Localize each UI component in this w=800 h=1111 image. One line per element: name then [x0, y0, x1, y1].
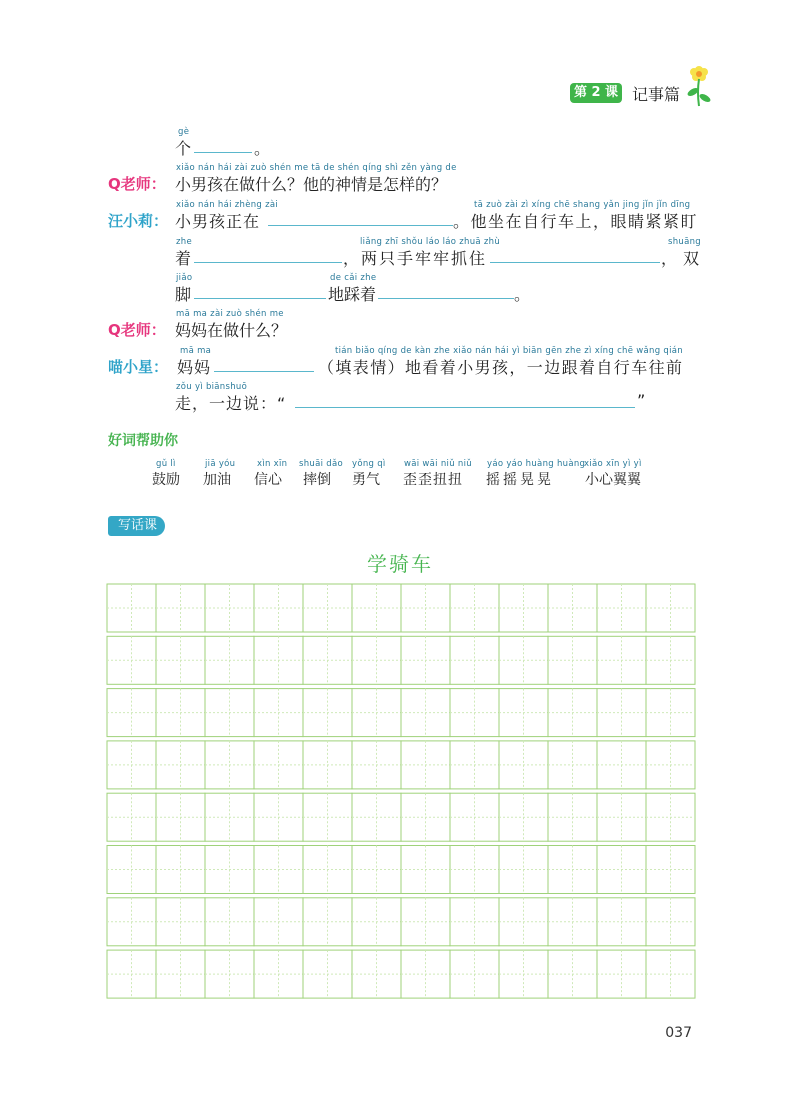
grid-cell[interactable]: [107, 950, 156, 998]
grid-cell[interactable]: [303, 950, 352, 998]
grid-cell[interactable]: [107, 584, 156, 632]
answer-text: ，双: [661, 249, 706, 268]
grid-cell[interactable]: [156, 741, 205, 789]
vocab-word: 摔倒: [303, 472, 331, 488]
grid-cell[interactable]: [597, 636, 646, 684]
grid-row[interactable]: [107, 950, 695, 998]
answer-text: ，两只手牢牢抓住: [343, 249, 488, 268]
grid-row[interactable]: [107, 741, 695, 789]
speaker-teacher: Q老师：: [108, 175, 166, 193]
answer-blank[interactable]: [295, 407, 635, 408]
flower-icon: [684, 62, 714, 108]
grid-cell[interactable]: [548, 793, 597, 841]
grid-row[interactable]: [107, 898, 695, 946]
grid-row[interactable]: [107, 846, 695, 894]
grid-cell[interactable]: [205, 689, 254, 737]
answer-blank[interactable]: [194, 262, 342, 263]
grid-cell[interactable]: [107, 689, 156, 737]
grid-cell[interactable]: [401, 741, 450, 789]
pinyin: gè: [178, 127, 190, 137]
grid-cell[interactable]: [597, 689, 646, 737]
grid-cell[interactable]: [450, 846, 499, 894]
answer-blank[interactable]: [268, 225, 453, 226]
grid-cell[interactable]: [597, 950, 646, 998]
grid-cell[interactable]: [499, 636, 548, 684]
grid-cell[interactable]: [254, 846, 303, 894]
pinyin: yǒng qì: [352, 459, 386, 469]
grid-cell[interactable]: [401, 584, 450, 632]
grid-cell[interactable]: [646, 846, 695, 894]
grid-cell[interactable]: [646, 898, 695, 946]
grid-cell[interactable]: [499, 689, 548, 737]
grid-cell[interactable]: [401, 689, 450, 737]
pinyin: shuāng: [668, 237, 701, 247]
grid-cell[interactable]: [401, 636, 450, 684]
grid-cell[interactable]: [499, 584, 548, 632]
pinyin: tā zuò zài zì xíng chē shang yǎn jing jǐn jǐn dīng: [474, 200, 691, 210]
pinyin: mā ma: [180, 346, 212, 356]
pinyin: yáo yáo huàng huàng: [487, 459, 586, 469]
grid-cell[interactable]: [548, 741, 597, 789]
vocab-word: 勇气: [352, 472, 380, 488]
pinyin: shuāi dǎo: [299, 459, 343, 469]
pinyin: tián biǎo qíng de kàn zhe xiǎo nán hái yì biān gēn zhe zì xíng chē wǎng qián: [335, 346, 683, 356]
grid-cell[interactable]: [646, 793, 695, 841]
grid-cell[interactable]: [107, 846, 156, 894]
grid-cell[interactable]: [646, 689, 695, 737]
answer-blank[interactable]: [194, 152, 252, 153]
answer-text: 走，一边说：“: [175, 394, 287, 413]
pinyin: gǔ lì: [156, 459, 176, 469]
grid-cell[interactable]: [597, 741, 646, 789]
vocab-word: 加油: [203, 472, 231, 488]
grid-cell[interactable]: [303, 584, 352, 632]
grid-cell[interactable]: [499, 950, 548, 998]
grid-cell[interactable]: [254, 793, 303, 841]
grid-cell[interactable]: [205, 584, 254, 632]
vocab-word: 摇摇晃晃: [486, 472, 554, 488]
grid-cell[interactable]: [499, 793, 548, 841]
vocab-word: 信心: [254, 472, 282, 488]
grid-cell[interactable]: [156, 898, 205, 946]
answer-text: 脚: [175, 285, 192, 304]
grid-cell[interactable]: [156, 584, 205, 632]
pinyin: xìn xīn: [257, 459, 288, 469]
writing-tag: 写话课: [108, 516, 165, 536]
grid-cell[interactable]: [450, 898, 499, 946]
lesson-name: 记事篇: [632, 85, 681, 104]
grid-cell[interactable]: [646, 584, 695, 632]
grid-cell[interactable]: [254, 741, 303, 789]
grid-cell[interactable]: [352, 846, 401, 894]
pinyin: zhe: [176, 237, 192, 247]
vocab-word: 鼓励: [152, 472, 180, 488]
page-number: 037: [665, 1025, 692, 1041]
grid-cell[interactable]: [352, 898, 401, 946]
writing-grid[interactable]: [106, 583, 696, 1001]
grid-cell[interactable]: [156, 793, 205, 841]
speaker-wang: 汪小莉：: [108, 212, 169, 230]
grid-cell[interactable]: [352, 689, 401, 737]
grid-cell[interactable]: [499, 898, 548, 946]
grid-cell[interactable]: [401, 793, 450, 841]
grid-cell[interactable]: [303, 636, 352, 684]
answer-text: 小男孩正在: [175, 212, 261, 231]
grid-row[interactable]: [107, 689, 695, 737]
grid-cell[interactable]: [597, 584, 646, 632]
grid-cell[interactable]: [303, 689, 352, 737]
grid-cell[interactable]: [156, 846, 205, 894]
answer-text: 妈妈: [177, 358, 212, 377]
grid-cell[interactable]: [205, 846, 254, 894]
answer-text: 。: [514, 285, 531, 304]
grid-cell[interactable]: [303, 898, 352, 946]
pinyin: wāi wāi niǔ niǔ: [404, 459, 472, 469]
grid-cell[interactable]: [450, 636, 499, 684]
pinyin: jiǎo: [176, 273, 193, 283]
pinyin: jiā yóu: [205, 459, 236, 469]
grid-cell[interactable]: [450, 584, 499, 632]
grid-cell[interactable]: [156, 636, 205, 684]
grid-cell[interactable]: [254, 584, 303, 632]
grid-cell[interactable]: [352, 950, 401, 998]
grid-cell[interactable]: [450, 689, 499, 737]
grid-cell[interactable]: [548, 846, 597, 894]
grid-cell[interactable]: [450, 741, 499, 789]
grid-cell[interactable]: [156, 689, 205, 737]
grid-cell[interactable]: [303, 793, 352, 841]
grid-cell[interactable]: [548, 898, 597, 946]
grid-cell[interactable]: [303, 846, 352, 894]
grid-cell[interactable]: [597, 793, 646, 841]
grid-cell[interactable]: [205, 636, 254, 684]
vocab-word: 小心翼翼: [585, 472, 641, 488]
question-text: 妈妈在做什么？: [175, 321, 288, 340]
speaker-miao: 喵小星：: [108, 358, 169, 376]
writing-title: 学骑车: [367, 552, 433, 576]
speaker-teacher: Q老师：: [108, 321, 166, 339]
grid-cell[interactable]: [156, 950, 205, 998]
text-ge: 个: [175, 139, 192, 158]
answer-blank[interactable]: [490, 262, 660, 263]
grid-cell[interactable]: [597, 846, 646, 894]
answer-text: 地踩着: [328, 285, 377, 304]
grid-cell[interactable]: [107, 898, 156, 946]
grid-cell[interactable]: [107, 793, 156, 841]
answer-text: （填表情）地看着小男孩，一边跟着自行车往前: [318, 358, 684, 377]
answer-blank[interactable]: [378, 298, 514, 299]
grid-row[interactable]: [107, 636, 695, 684]
lesson-badge: 第 2 课: [570, 83, 622, 103]
grid-cell[interactable]: [107, 636, 156, 684]
grid-cell[interactable]: [205, 793, 254, 841]
answer-text: 着: [175, 249, 192, 268]
grid-cell[interactable]: [401, 846, 450, 894]
grid-cell[interactable]: [254, 898, 303, 946]
grid-cell[interactable]: [450, 793, 499, 841]
answer-text: 。他坐在自行车上，眼睛紧紧盯: [453, 212, 699, 231]
text-period: 。: [254, 139, 271, 158]
grid-cell[interactable]: [205, 741, 254, 789]
grid-cell[interactable]: [303, 741, 352, 789]
grid-cell[interactable]: [450, 950, 499, 998]
grid-cell[interactable]: [548, 689, 597, 737]
grid-cell[interactable]: [205, 898, 254, 946]
answer-text: ”: [637, 391, 646, 410]
pinyin: liǎng zhī shǒu láo láo zhuā zhù: [360, 237, 501, 247]
grid-cell[interactable]: [597, 898, 646, 946]
answer-blank[interactable]: [194, 298, 326, 299]
grid-cell[interactable]: [254, 689, 303, 737]
grid-cell[interactable]: [499, 846, 548, 894]
pinyin: mā ma zài zuò shén me: [176, 309, 284, 319]
grid-row[interactable]: [107, 584, 695, 632]
vocab-title: 好词帮助你: [108, 433, 178, 449]
vocab-word: 歪歪扭扭: [403, 472, 463, 488]
grid-cell[interactable]: [254, 950, 303, 998]
grid-cell[interactable]: [646, 741, 695, 789]
grid-cell[interactable]: [352, 793, 401, 841]
grid-cell[interactable]: [548, 584, 597, 632]
answer-blank[interactable]: [214, 371, 314, 372]
grid-cell[interactable]: [646, 950, 695, 998]
pinyin: xiǎo nán hái zhèng zài: [176, 200, 279, 210]
grid-cell[interactable]: [548, 950, 597, 998]
grid-cell[interactable]: [401, 898, 450, 946]
grid-cell[interactable]: [107, 741, 156, 789]
grid-cell[interactable]: [254, 636, 303, 684]
pinyin: xiǎo nán hái zài zuò shén me tā de shén qíng shì zěn yàng de: [176, 163, 457, 173]
grid-cell[interactable]: [205, 950, 254, 998]
grid-cell[interactable]: [352, 636, 401, 684]
grid-cell[interactable]: [499, 741, 548, 789]
grid-cell[interactable]: [548, 636, 597, 684]
grid-cell[interactable]: [352, 741, 401, 789]
grid-cell[interactable]: [401, 950, 450, 998]
pinyin: zǒu yì biānshuō: [176, 382, 248, 392]
pinyin: de cǎi zhe: [330, 273, 377, 283]
grid-row[interactable]: [107, 793, 695, 841]
question-text: 小男孩在做什么？他的神情是怎样的？: [175, 175, 448, 194]
pinyin: xiǎo xīn yì yì: [584, 459, 642, 469]
grid-cell[interactable]: [646, 636, 695, 684]
grid-cell[interactable]: [352, 584, 401, 632]
